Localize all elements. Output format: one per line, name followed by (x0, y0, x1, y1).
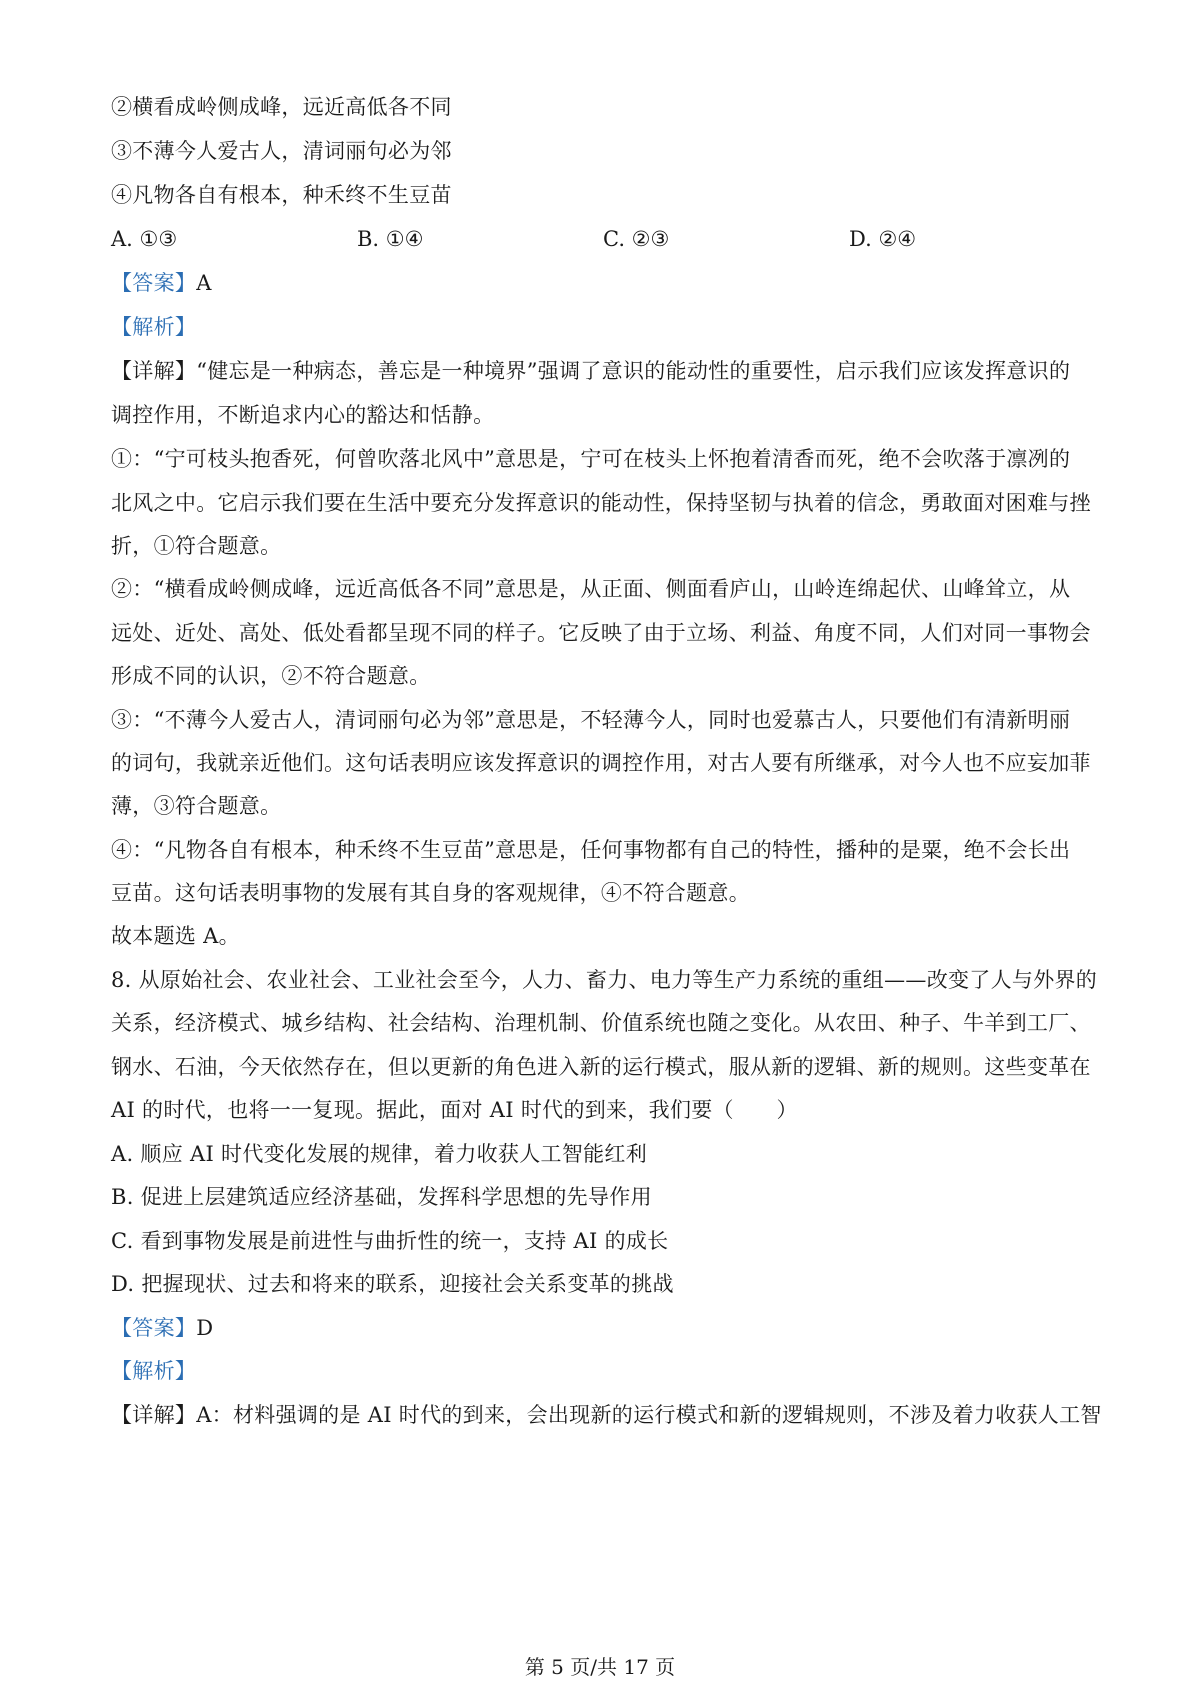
answer-tag: 【答案】 (111, 271, 197, 295)
statement-4: ④凡物各自有根本，种禾终不生豆苗 (111, 183, 452, 207)
q7-detail-line: 折，①符合题意。 (111, 534, 282, 558)
q7-detail-line: ②：“横看成岭侧成峰，远近高低各不同”意思是，从正面、侧面看庐山，山岭连绵起伏、山峰耸立，从 (111, 577, 1071, 601)
q7-detail-line: ①：“宁可枝头抱香死，何曾吹落北风中”意思是，宁可在枝头上怀抱着清香而死，绝不会吹落于凛冽的 (111, 447, 1071, 471)
q7-detail-line: ③：“不薄今人爱古人，清词丽句必为邻”意思是，不轻薄今人，同时也爱慕古人，只要他们有清新明丽 (111, 708, 1071, 732)
q8-option-b: B. 促进上层建筑适应经济基础，发挥科学思想的先导作用 (111, 1185, 652, 1209)
q7-conclusion: 故本题选 A。 (111, 924, 240, 948)
q8-stem-line: 8. 从原始社会、农业社会、工业社会至今，人力、畜力、电力等生产力系统的重组——改变了人与外界的 (111, 968, 1098, 992)
q8-stem-line: 关系，经济模式、城乡结构、社会结构、治理机制、价值系统也随之变化。从农田、种子、牛羊到工厂、 (111, 1011, 1091, 1035)
q7-detail-line: 北风之中。它启示我们要在生活中要充分发挥意识的能动性，保持坚韧与执着的信念，勇敢面对困难与挫 (111, 491, 1091, 515)
q7-detail-line: 远处、近处、高处、低处看都呈现不同的样子。它反映了由于立场、利益、角度不同，人们对同一事物会 (111, 621, 1091, 645)
q7-detail-line: 形成不同的认识，②不符合题意。 (111, 664, 431, 688)
answer-value: D (196, 1316, 214, 1340)
q8-analysis (111, 1356, 1101, 1386)
q7-detail-line: ④：“凡物各自有根本，种禾终不生豆苗”意思是，任何事物都有自己的特性，播种的是粟，绝不会长出 (111, 838, 1071, 862)
q7-option-d: D. ②④ (849, 227, 917, 251)
q7-option-c: C. ②③ (603, 227, 670, 251)
detail-text: “健忘是一种病态，善忘是一种境界”强调了意识的能动性的重要性，启示我们应该发挥意识的 (196, 359, 1071, 383)
detail-tag: 【详解】 (111, 1403, 197, 1427)
q7-detail-line: 豆苗。这句话表明事物的发展有其自身的客观规律，④不符合题意。 (111, 881, 750, 905)
analysis-tag: 【解析】 (111, 315, 197, 339)
q7-analysis (111, 312, 1101, 342)
detail-text: A：材料强调的是 AI 时代的到来，会出现新的运行模式和新的逻辑规则，不涉及着力收获人工智 (196, 1403, 1102, 1427)
q8-stem-line: 钢水、石油，今天依然存在，但以更新的角色进入新的运行模式，服从新的逻辑、新的规则。这些变革在 (111, 1055, 1091, 1079)
detail-tag: 【详解】 (111, 359, 197, 383)
q8-option-d: D. 把握现状、过去和将来的联系，迎接社会关系变革的挑战 (111, 1272, 674, 1296)
q7-answer (111, 268, 1101, 298)
answer-value: A (196, 271, 212, 295)
q7-option-b: B. ①④ (357, 227, 424, 251)
q7-detail-line (111, 356, 1101, 386)
analysis-tag: 【解析】 (111, 1359, 197, 1383)
answer-tag: 【答案】 (111, 1316, 197, 1340)
q8-option-c: C. 看到事物发展是前进性与曲折性的统一，支持 AI 的成长 (111, 1229, 669, 1253)
q8-answer (111, 1313, 1101, 1343)
q7-option-a: A. ①③ (111, 227, 178, 251)
statement-3: ③不薄今人爱古人，清词丽句必为邻 (111, 139, 452, 163)
page-footer: 第 5 页/共 17 页 (524, 1655, 676, 1679)
q7-detail-line: 的词句，我就亲近他们。这句话表明应该发挥意识的调控作用，对古人要有所继承，对今人也不应妄加菲 (111, 751, 1091, 775)
q8-detail-line (111, 1400, 1101, 1430)
q7-detail-line: 薄，③符合题意。 (111, 794, 282, 818)
q7-detail-line: 调控作用，不断追求内心的豁达和恬静。 (111, 403, 495, 427)
statement-2: ②横看成岭侧成峰，远近高低各不同 (111, 95, 452, 119)
q8-option-a: A. 顺应 AI 时代变化发展的规律，着力收获人工智能红利 (111, 1142, 648, 1166)
q8-stem-line: AI 的时代，也将一一复现。据此，面对 AI 时代的到来，我们要（ ） (111, 1098, 798, 1122)
